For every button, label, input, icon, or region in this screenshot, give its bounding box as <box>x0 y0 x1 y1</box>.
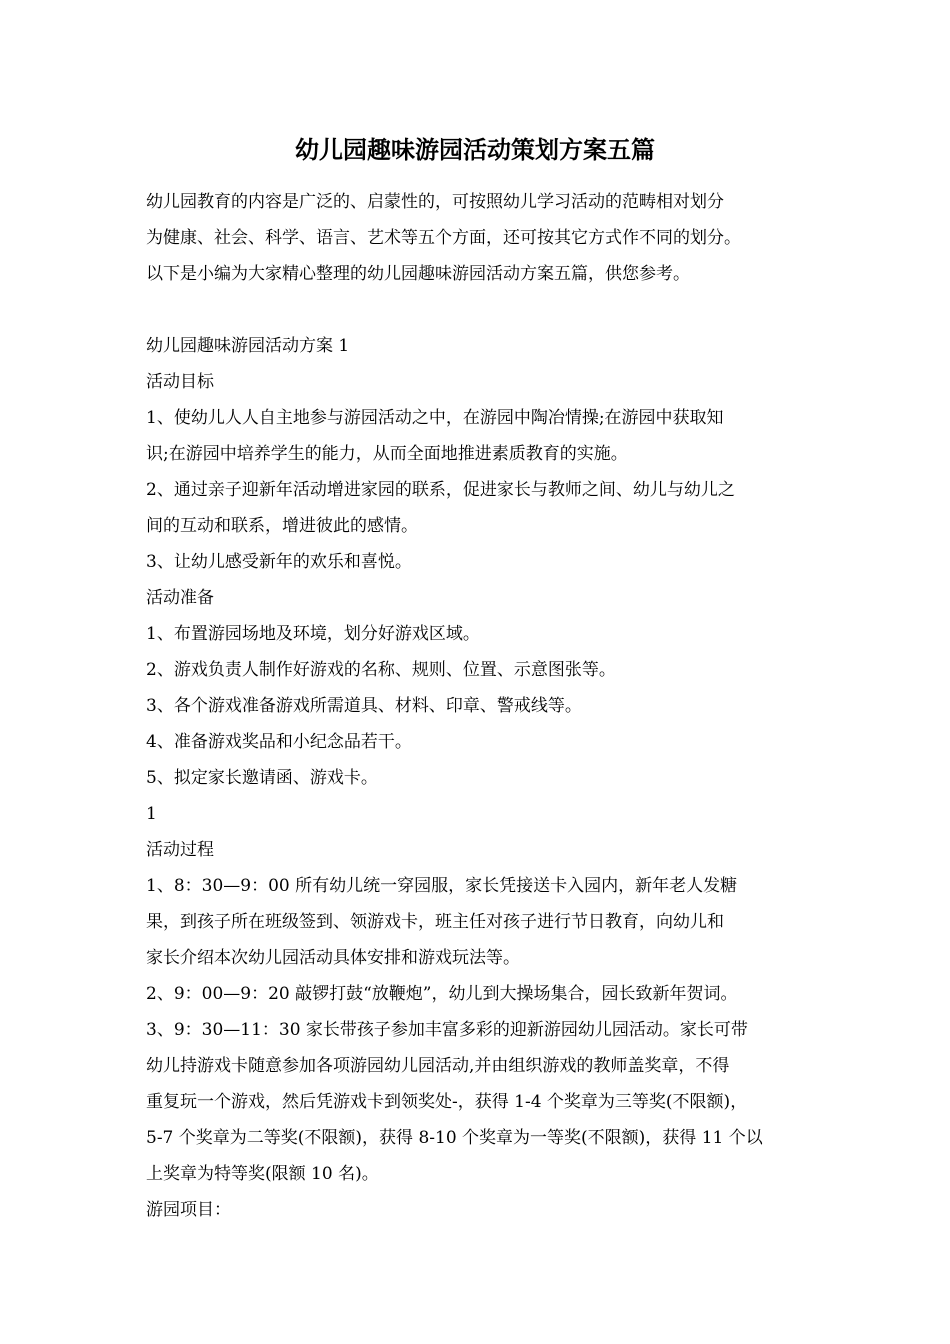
subheading-process: 活动过程 <box>146 840 214 860</box>
subheading-projects: 游园项目： <box>146 1200 231 1220</box>
text-line: 2、通过亲子迎新年活动增进家园的联系，促进家长与教师之间、幼儿与幼儿之 <box>146 480 735 500</box>
page-number: 1 <box>146 804 157 824</box>
text-line: 5-7 个奖章为二等奖(不限额)，获得 8-10 个奖章为一等奖(不限额)，获得 11 个以 <box>146 1128 763 1148</box>
text-line: 3、9：30—11：30 家长带孩子参加丰富多彩的迎新游园幼儿园活动。家长可带 <box>146 1020 748 1040</box>
section-heading: 幼儿园趣味游园活动方案 1 <box>146 336 350 356</box>
intro-line: 幼儿园教育的内容是广泛的、启蒙性的，可按照幼儿学习活动的范畴相对划分 <box>146 192 724 212</box>
intro-paragraph <box>146 184 826 292</box>
text-line: 重复玩一个游戏，然后凭游戏卡到领奖处-，获得 1-4 个奖章为三等奖(不限额)， <box>146 1092 748 1112</box>
text-line: 2、9：00—9：20 敲锣打鼓“放鞭炮”，幼儿到大操场集合，园长致新年贺词。 <box>146 984 738 1004</box>
subheading-goals: 活动目标 <box>146 372 214 392</box>
text-line: 上奖章为特等奖(限额 10 名)。 <box>146 1164 379 1184</box>
text-line: 2、游戏负责人制作好游戏的名称、规则、位置、示意图张等。 <box>146 660 616 680</box>
text-line: 5、拟定家长邀请函、游戏卡。 <box>146 768 378 788</box>
intro-line: 以下是小编为大家精心整理的幼儿园趣味游园活动方案五篇，供您参考。 <box>146 264 690 284</box>
text-line: 1、布置游园场地及环境，划分好游戏区域。 <box>146 624 480 644</box>
section-plan-1 <box>146 328 826 1228</box>
text-line: 1、使幼儿人人自主地参与游园活动之中，在游园中陶冶情操;在游园中获取知 <box>146 408 724 428</box>
text-line: 幼儿持游戏卡随意参加各项游园幼儿园活动,并由组织游戏的教师盖奖章，不得 <box>146 1056 730 1076</box>
text-line: 3、各个游戏准备游戏所需道具、材料、印章、警戒线等。 <box>146 696 582 716</box>
subheading-preparation: 活动准备 <box>146 588 214 608</box>
document-body <box>146 184 826 1228</box>
intro-line: 为健康、社会、科学、语言、艺术等五个方面，还可按其它方式作不同的划分。 <box>146 228 741 248</box>
text-line: 3、让幼儿感受新年的欢乐和喜悦。 <box>146 552 412 572</box>
text-line: 识;在游园中培养学生的能力，从而全面地推进素质教育的实施。 <box>146 444 628 464</box>
text-line: 间的互动和联系，增进彼此的感情。 <box>146 516 418 536</box>
text-line: 果，到孩子所在班级签到、领游戏卡，班主任对孩子进行节日教育，向幼儿和 <box>146 912 724 932</box>
document-title: 幼儿园趣味游园活动策划方案五篇 <box>295 135 655 164</box>
text-line: 1、8：30—9：00 所有幼儿统一穿园服，家长凭接送卡入园内，新年老人发糖 <box>146 876 738 896</box>
text-line: 家长介绍本次幼儿园活动具体安排和游戏玩法等。 <box>146 948 520 968</box>
text-line: 4、准备游戏奖品和小纪念品若干。 <box>146 732 412 752</box>
